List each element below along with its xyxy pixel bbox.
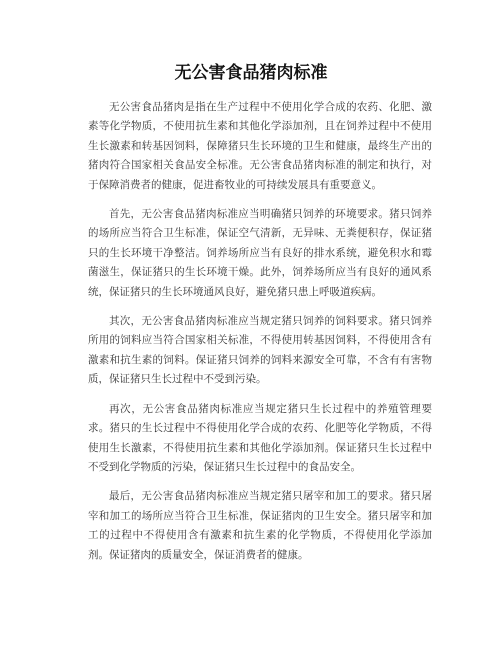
paragraph-intro: 无公害食品猪肉是指在生产过程中不使用化学合成的农药、化肥、激素等化学物质，不使用抗生素和其他化学添加剂，且在饲养过程中不使用生长激素和转基因饲料，保障猪只生长环境的卫生和健康，最终生产出的猪肉符合国家相关食品安全标准。无公害食品猪肉标准的制定和执行，对于保障消费者的健康，促进畜牧业的可持续发展具有重要意义。	[88, 101, 432, 191]
paragraph-slaughter-processing: 最后，无公害食品猪肉标准应当规定猪只屠宰和加工的要求。猪只屠宰和加工的场所应当符合卫生标准，保证猪肉的卫生安全。猪只屠宰和加工的过程中不得使用含有激素和抗生素的化学物质，不得使用化学添加剂。保证猪肉的质量安全，保证消费者的健康。	[88, 490, 432, 561]
paragraph-environment: 首先，无公害食品猪肉标准应当明确猪只饲养的环境要求。猪只饲养的场所应当符合卫生标准，保证空气清新，无异味、无粪便积存，保证猪只的生长环境干净整洁。饲养场所应当有良好的排水系统，避免积水和霉菌滋生，保证猪只的生长环境干燥。此外，饲养场所应当有良好的通风系统，保证猪只的生长环境通风良好，避免猪只患上呼吸道疾病。	[88, 208, 432, 298]
document-body	[88, 98, 432, 575]
document-title: 无公害食品猪肉标准	[174, 63, 328, 83]
paragraph-breeding-management: 再次，无公害食品猪肉标准应当规定猪只生长过程中的养殖管理要求。猪只的生长过程中不得使用化学合成的农药、化肥等化学物质，不得使用生长激素，不得使用抗生素和其他化学添加剂。保证猪只生长过程中不受到化学物质的污染，保证猪只生长过程中的食品安全。	[88, 402, 432, 473]
paragraph-feed: 其次，无公害食品猪肉标准应当规定猪只饲养的饲料要求。猪只饲养所用的饲料应当符合国家相关标准，不得使用转基因饲料，不得使用含有激素和抗生素的饲料。保证猪只饲养的饲料来源安全可靠，不含有有害物质，保证猪只生长过程中不受到污染。	[88, 315, 432, 386]
